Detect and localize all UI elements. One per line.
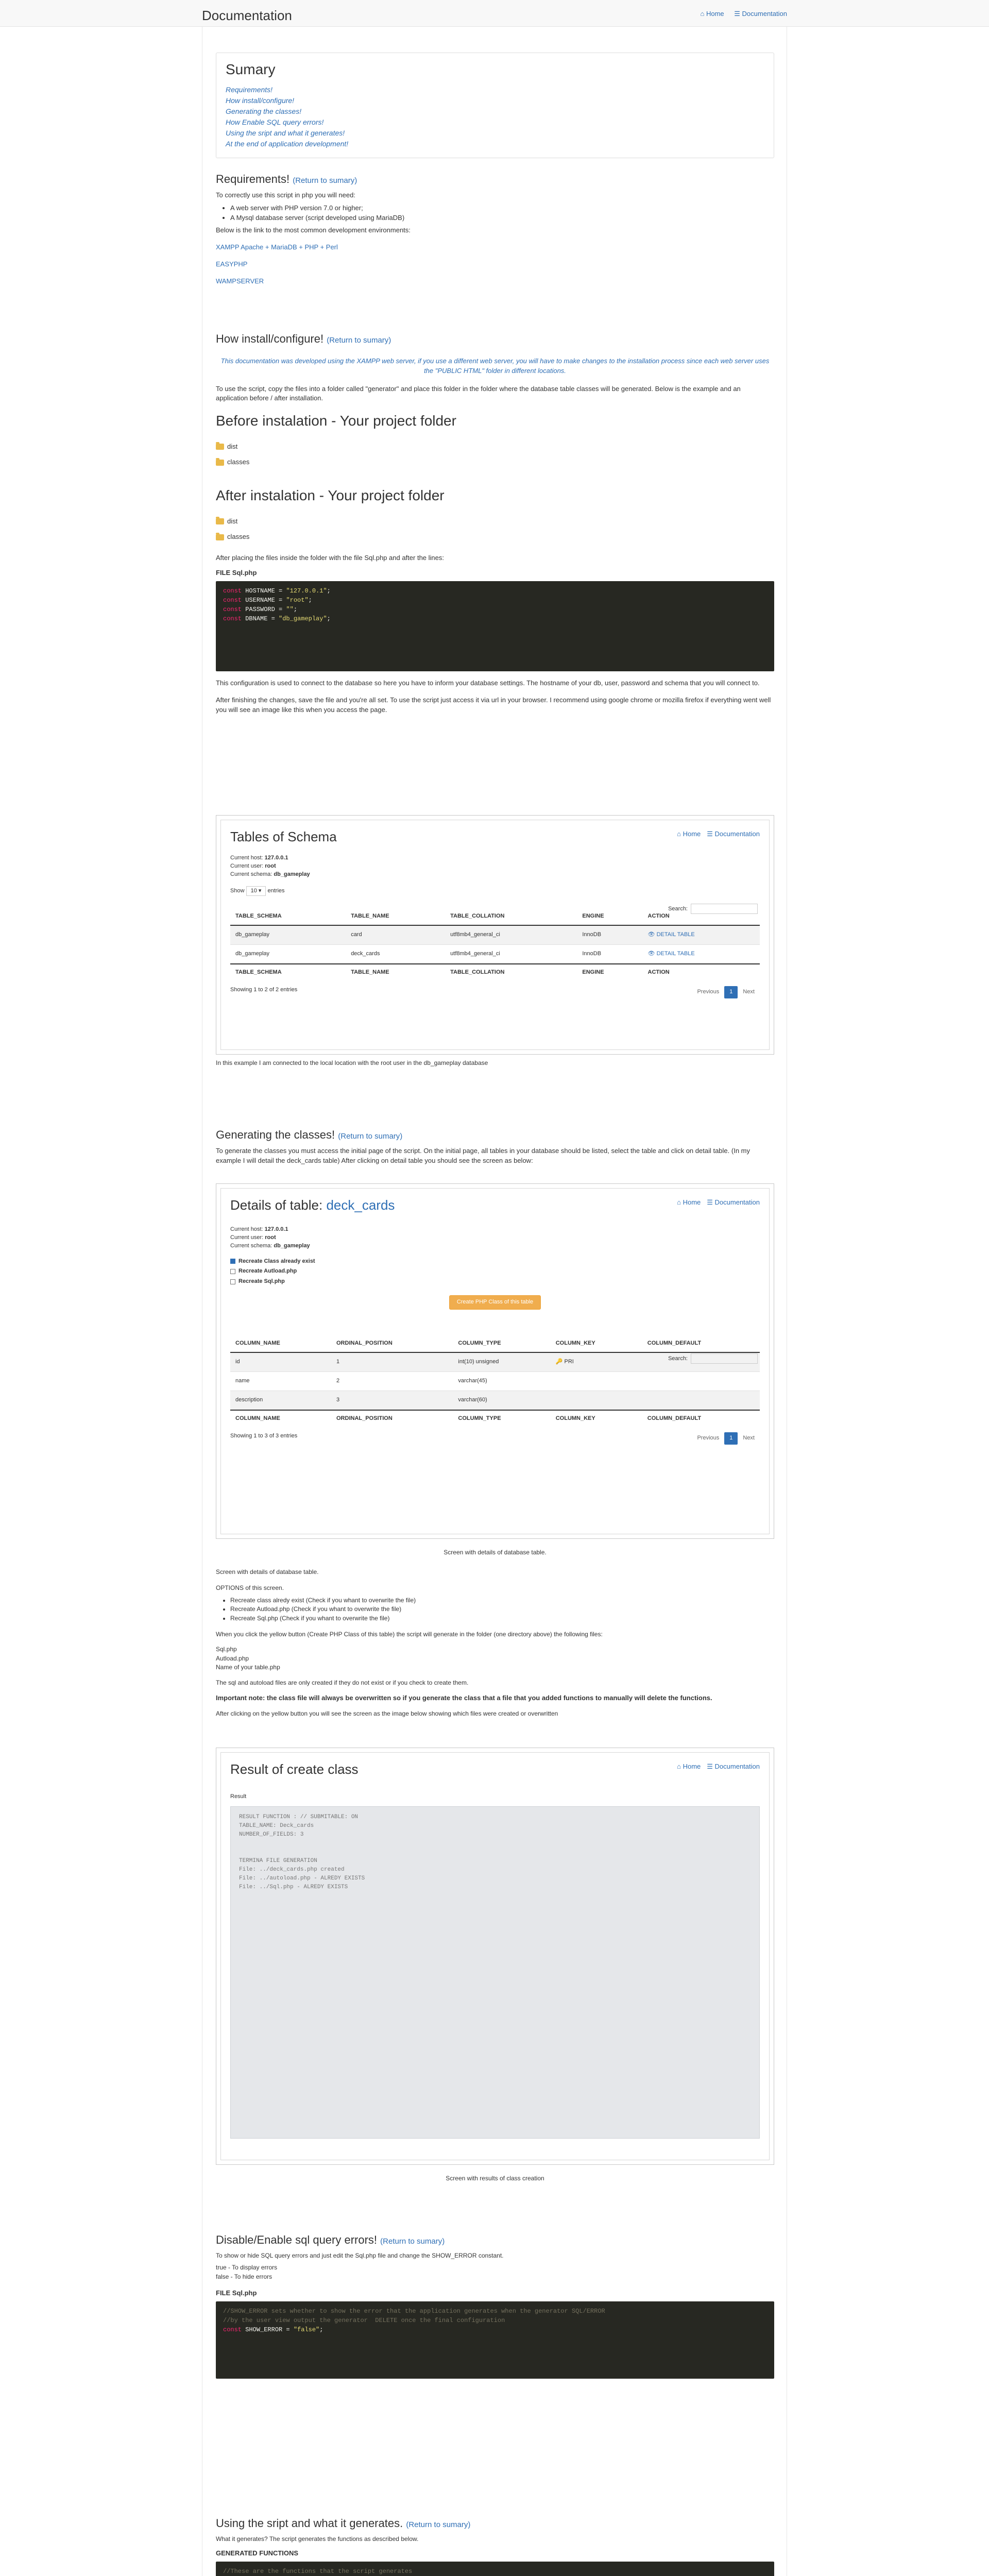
prev-button[interactable]: Previous: [697, 989, 720, 995]
errors-false-text: false - To hide errors: [216, 2273, 272, 2280]
requirement-item: • A Mysql database server (script developed using MariaDB): [230, 213, 774, 223]
connection-info: Current host: 127.0.0.1 Current user: root Current schema: db_gameplay: [230, 854, 310, 877]
errors-true-text: true - To display errors: [216, 2264, 278, 2272]
folder-icon: [216, 460, 224, 466]
options-checkboxes: [230, 1258, 760, 1286]
before-title: Before instalation - Your project folder: [216, 413, 456, 429]
options-title: OPTIONS of this screen.: [216, 1584, 284, 1592]
after-section: [216, 485, 774, 718]
generated-label: GENERATED FUNCTIONS: [216, 2549, 299, 2557]
after-title: After instalation - Your project folder: [216, 487, 445, 503]
after-text: After placing the files inside the folder with the file Sql.php and after the lines:: [216, 554, 444, 562]
summary-item[interactable]: How install/configure!: [226, 96, 295, 105]
summary-section: [216, 53, 774, 158]
detail-search: Search:: [668, 1353, 758, 1364]
detail-title-table: deck_cards: [326, 1197, 395, 1213]
requirements-intro: To correctly use this script in php you will need:: [216, 191, 355, 199]
result-label: Result: [230, 1793, 247, 1800]
after-text-2: After finishing the changes, save the file and you're all set. To use the script just access it via url in your browser. I recommend using google chrome or mozilla firefox if everything went well you will see an image like this when you access the page.: [216, 696, 771, 714]
folder-item: dist: [216, 442, 774, 452]
table-row: db_gameplay card utf8mb4_general_ci InnoDB 👁 DETAIL TABLE: [230, 925, 760, 944]
top-nav: [692, 9, 787, 19]
folder-icon: [216, 518, 224, 524]
detail-title-prefix: Details of table:: [230, 1197, 323, 1213]
options-list: [216, 1596, 774, 1623]
brand-title[interactable]: Documentation: [202, 8, 292, 23]
links-intro: Below is the link to the most common development environments:: [216, 226, 411, 234]
summary-title: Sumary: [226, 61, 276, 77]
docs-link[interactable]: ☰ Documentation: [707, 1762, 760, 1770]
docs-link[interactable]: ☰ Documentation: [707, 1198, 760, 1206]
requirements-list: [216, 204, 774, 223]
requirements-title: Requirements!: [216, 173, 290, 185]
folder-icon: [216, 534, 224, 540]
next-button[interactable]: Next: [743, 989, 755, 995]
shot-nav: [671, 1762, 760, 1772]
table-row: id 1 int(10) unsigned 🔑 PRI: [230, 1352, 760, 1371]
return-link[interactable]: (Return to sumary): [338, 1132, 403, 1141]
home-link[interactable]: ⌂ Home: [677, 830, 701, 838]
table-row: db_gameplay deck_cards utf8mb4_general_ci InnoDB 👁 DETAIL TABLE: [230, 945, 760, 964]
env-link-xampp[interactable]: XAMPP Apache + MariaDB + PHP + Perl: [216, 243, 338, 251]
detail-table-button[interactable]: 👁 DETAIL TABLE: [643, 945, 760, 964]
folder-item: classes: [216, 532, 774, 542]
return-link[interactable]: (Return to sumary): [293, 176, 357, 185]
result-log: RESULT FUNCTION : // SUBMITABLE: ON TABLE_NAME: Deck_cards NUMBER_OF_FIELDS: 3 TERMINA FILE GENERATION File: ../deck_cards.php created File: ../autoload.php - ALREDY EXISTS File: ../Sql.php - ALREDY EXISTS: [230, 1806, 760, 2139]
generating-text: To generate the classes you must access the initial page of the script. On the initial page, all tables in your database should be listed, select the table and click on detail table. (In my example I will detail the deck_cards table) After clicking on detail table you should see the screen as below:: [216, 1146, 750, 1164]
options-section: [216, 1565, 774, 1721]
using-title: Using the sript and what it generates.: [216, 2517, 403, 2530]
key-icon: 🔑: [555, 1359, 563, 1365]
code-block-config: const HOSTNAME = "127.0.0.1"; const USERNAME = "root"; const PASSWORD = ""; const DBNAME = "db_gameplay";: [216, 581, 774, 671]
install-section: [216, 331, 774, 406]
page-button[interactable]: 1: [724, 1432, 738, 1445]
connection-info: Current host: 127.0.0.1 Current user: root Current schema: db_gameplay: [230, 1226, 310, 1249]
shot-nav: [671, 1198, 760, 1208]
schema-shot-title: Tables of Schema: [230, 829, 337, 844]
after-click-text: After clicking on the yellow button you will see the screen as the image below showing which files were created or overwritten: [216, 1709, 558, 1717]
prev-button[interactable]: Previous: [697, 1434, 720, 1441]
checkbox-recreate-sql[interactable]: Recreate Sql.php: [230, 1278, 760, 1286]
click-text: When you click the yellow button (Create PHP Class of this table) the script will generate in the folder (one directory above) the following files:: [216, 1630, 603, 1638]
nav-docs-link[interactable]: ☰ Documentation: [734, 10, 787, 18]
requirements-section: [216, 171, 774, 294]
schema-screenshot: [216, 815, 774, 1055]
search-input[interactable]: [691, 904, 758, 914]
search-input[interactable]: [691, 1353, 758, 1364]
schema-search: Search:: [668, 904, 758, 914]
return-link[interactable]: (Return to sumary): [380, 2237, 445, 2246]
important-note: Important note: the class file will always be overwritten so if you generate the class that a file that you added functions to manually will delete the functions.: [216, 1693, 712, 1702]
folder-item: classes: [216, 457, 774, 467]
schema-table: TABLE_SCHEMA TABLE_NAME TABLE_COLLATION ENGINE ACTION db_gameplay card utf8mb4_general_ci InnoDB 👁 DETAIL TABLE db_gameplay deck_cards utf8mb4_general_ci InnoDB 👁 DETAIL TABLE TABLE_SCHEMA TABLE_NAME TABLE_COLLATION ENGINE ACTION: [230, 908, 760, 981]
home-link[interactable]: ⌂ Home: [677, 1198, 701, 1206]
file-label: FILE Sql.php: [216, 2289, 257, 2297]
docs-link[interactable]: ☰ Documentation: [707, 830, 760, 838]
folder-item: dist: [216, 517, 774, 527]
code-block-generated: //These are the functions that the script generates: [216, 2562, 774, 2576]
after-text-1: This configuration is used to connect to the database so here you have to inform your database settings. The hostname of your db, user, password and schema that you will connect to.: [216, 679, 760, 687]
table-row: name 2 varchar(45): [230, 1372, 760, 1391]
option-item: • Recreate class alredy exist (Check if you whant to overwrite the file): [230, 1596, 774, 1605]
requirement-item: • A web server with PHP version 7.0 or higher;: [230, 204, 774, 213]
before-section: [216, 411, 774, 473]
summary-list: [226, 84, 764, 149]
summary-item[interactable]: Requirements!: [226, 85, 273, 94]
detail-table: COLUMN_NAME ORDINAL_POSITION COLUMN_TYPE COLUMN_KEY COLUMN_DEFAULT id 1 int(10) unsigned 🔑 PRI name 2 varchar(45) description 3 varchar(60) COLUMN_NAME ORDINAL_POSITION COLUMN_TYPE COLUMN_KEY COLUMN_DEFAULT: [230, 1335, 760, 1427]
schema-pager: Showing 1 to 2 of 2 entries Previous 1 Next: [230, 986, 760, 998]
top-navbar: [0, 0, 989, 27]
schema-caption: In this example I am connected to the local location with the root user in the db_gameplay database: [216, 1059, 488, 1066]
detail-table-button[interactable]: 👁 DETAIL TABLE: [643, 925, 760, 944]
nav-home-link[interactable]: ⌂ Home: [700, 10, 724, 18]
detail-pager: Showing 1 to 3 of 3 entries Previous 1 Next: [230, 1432, 760, 1445]
shot-nav: [671, 829, 760, 839]
option-item: • Recreate Sql.php (Check if you whant to overwrite the file): [230, 1614, 774, 1623]
only-created-text: The sql and autoload files are only created if they do not exist or if you check to create them.: [216, 1679, 469, 1686]
install-title: How install/configure!: [216, 332, 324, 345]
detail-caption: Screen with details of database table.: [444, 1549, 547, 1556]
install-text: To use the script, copy the files into a folder called "generator" and place this folder in the folder where the database table classes will be generated. Below is the example and an application before / after installation.: [216, 384, 741, 402]
summary-box: [216, 53, 774, 158]
option-item: • Recreate Autload.php (Check if you whant to overwrite the file): [230, 1605, 774, 1614]
summary-item[interactable]: Generating the classes!: [226, 107, 302, 115]
result-screenshot: [216, 1748, 774, 2165]
generating-section: [216, 1127, 774, 1169]
checkbox-recreate-autoload[interactable]: Recreate Autload.php: [230, 1267, 760, 1276]
detail-screenshot: [216, 1183, 774, 1539]
page-button[interactable]: 1: [724, 986, 738, 998]
result-caption: Screen with results of class creation: [446, 2175, 544, 2182]
using-section: [216, 2515, 774, 2576]
options-lead: Screen with details of database table.: [216, 1568, 319, 1575]
page-container: [202, 27, 787, 2576]
files-list: Sql.php Autload.php Name of your table.php: [216, 1646, 280, 1671]
return-link[interactable]: (Return to sumary): [327, 336, 391, 345]
file-label: FILE Sql.php: [216, 569, 257, 577]
next-button[interactable]: Next: [743, 1434, 755, 1441]
table-row: description 3 varchar(60): [230, 1391, 760, 1410]
checkbox-recreate-class[interactable]: Recreate Class already exist: [230, 1258, 760, 1266]
summary-item[interactable]: Using the sript and what it generates!: [226, 128, 345, 137]
env-link-wampserver[interactable]: WAMPSERVER: [216, 277, 264, 285]
errors-title: Disable/Enable sql query errors!: [216, 2233, 378, 2246]
show-entries: Show 10 ▾ entries: [230, 886, 760, 896]
result-shot-title: Result of create class: [230, 1761, 359, 1777]
errors-section: [216, 2232, 774, 2379]
return-link[interactable]: (Return to sumary): [406, 2520, 471, 2529]
install-note: This documentation was developed using the XAMPP web server, if you use a different web server, you will have to make changes to the installation process since each web server uses the "PUBLIC HTML" folder in different locations.: [220, 357, 770, 375]
entries-select[interactable]: 10 ▾: [246, 886, 266, 896]
using-text: What it generates? The script generates the functions as described below.: [216, 2535, 419, 2543]
generating-title: Generating the classes!: [216, 1128, 335, 1141]
create-class-button[interactable]: Create PHP Class of this table: [449, 1295, 541, 1310]
env-link-easyphp[interactable]: EASYPHP: [216, 260, 248, 268]
summary-item[interactable]: How Enable SQL query errors!: [226, 117, 324, 126]
folder-icon: [216, 444, 224, 450]
code-block-show-error: //SHOW_ERROR sets whether to show the error that the application generates when the generator SQL/ERROR //by the user view output the generator DELETE once the final configuration const SHOW_ERROR = "false";: [216, 2301, 774, 2379]
summary-item[interactable]: At the end of application development!: [226, 139, 349, 148]
home-link[interactable]: ⌂ Home: [677, 1762, 701, 1770]
errors-text: To show or hide SQL query errors and just edit the Sql.php file and change the SHOW_ERROR constant.: [216, 2251, 504, 2259]
